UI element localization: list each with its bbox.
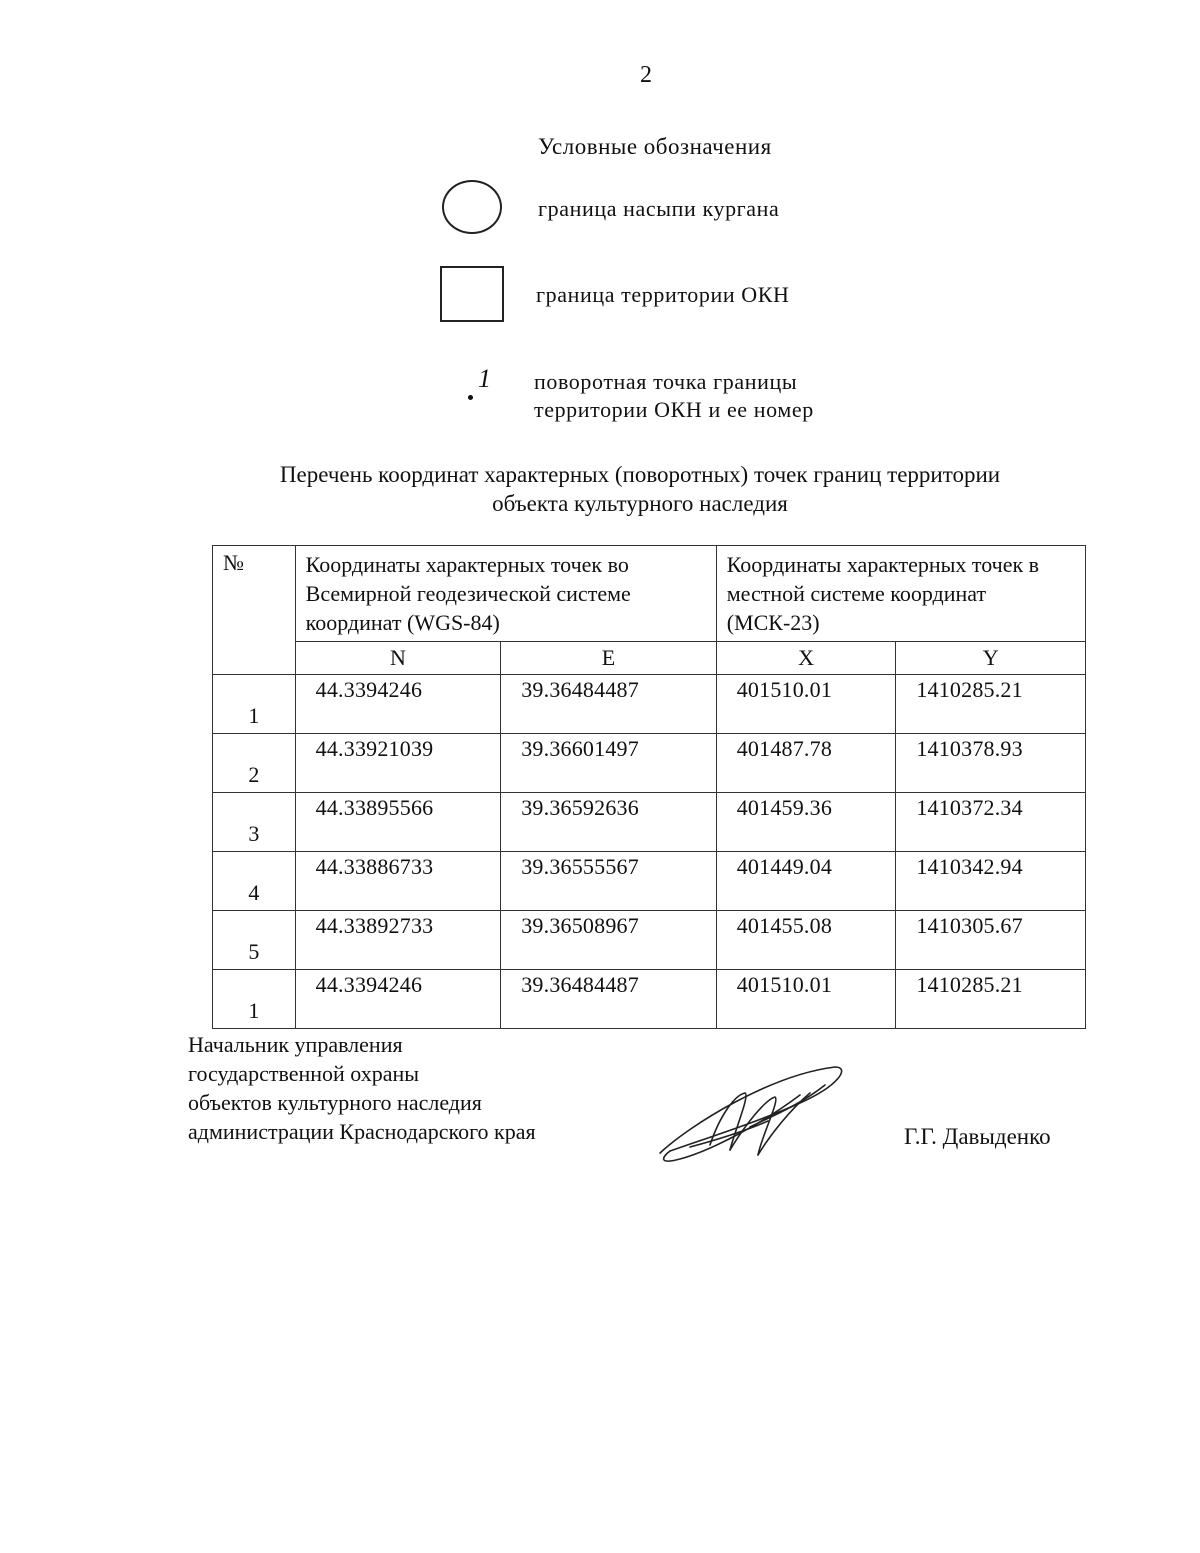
- square-icon: [440, 266, 504, 322]
- cell-x: 401455.08: [716, 911, 896, 970]
- cell-e: 39.36601497: [501, 734, 717, 793]
- cell-number: 1: [213, 970, 296, 1029]
- signer-name: Г.Г. Давыденко: [904, 1124, 1051, 1149]
- signatory-position-line: государственной охраны: [188, 1061, 420, 1086]
- header-wgs84: Координаты характерных точек во Всемирной геодезической системе координат (WGS-84): [295, 546, 716, 642]
- cell-e: 39.36484487: [501, 675, 717, 734]
- table-row: [213, 675, 1086, 734]
- cell-x: 401510.01: [716, 970, 896, 1029]
- page-number: 2: [640, 62, 652, 88]
- table-header-row: [213, 546, 1086, 642]
- header-msk23: Координаты характерных точек в местной системе координат (МСК-23): [716, 546, 1085, 642]
- cell-e: 39.36484487: [501, 970, 717, 1029]
- signatory-position-line: Начальник управления: [188, 1032, 403, 1057]
- cell-n: 44.33892733: [295, 911, 501, 970]
- cell-y: 1410342.94: [896, 852, 1086, 911]
- turning-point-number: 1: [478, 364, 491, 393]
- legend-label-point-line2: территории ОКН и ее номер: [534, 397, 814, 422]
- cell-number: 4: [213, 852, 296, 911]
- cell-x: 401510.01: [716, 675, 896, 734]
- cell-n: 44.33886733: [295, 852, 501, 911]
- legend-label-mound: граница насыпи кургана: [538, 196, 780, 221]
- subheader-y: Y: [896, 642, 1086, 675]
- table-row: [213, 793, 1086, 852]
- cell-e: 39.36592636: [501, 793, 717, 852]
- cell-y: 1410378.93: [896, 734, 1086, 793]
- turning-point-dot: [468, 395, 473, 400]
- legend-label-point-line1: поворотная точка границы: [534, 369, 798, 394]
- cell-n: 44.3394246: [295, 970, 501, 1029]
- document-title-line2: объекта культурного наследия: [492, 491, 788, 516]
- subheader-n: N: [295, 642, 501, 675]
- document-title-line1: Перечень координат характерных (поворотных) точек границ территории: [279, 462, 1001, 487]
- cell-n: 44.33921039: [295, 734, 501, 793]
- cell-e: 39.36508967: [501, 911, 717, 970]
- subheader-e: E: [501, 642, 717, 675]
- coordinates-table: [212, 545, 1086, 1029]
- handwritten-signature: [650, 1055, 850, 1170]
- table-row: [213, 734, 1086, 793]
- cell-y: 1410372.34: [896, 793, 1086, 852]
- signatory-position-line: администрации Краснодарского края: [188, 1119, 536, 1144]
- cell-number: 5: [213, 911, 296, 970]
- subheader-x: X: [716, 642, 896, 675]
- cell-x: 401449.04: [716, 852, 896, 911]
- cell-y: 1410285.21: [896, 675, 1086, 734]
- turning-point-icon: [462, 364, 502, 408]
- legend-label-territory: граница территории ОКН: [536, 282, 790, 307]
- legend-title: Условные обозначения: [538, 134, 772, 159]
- cell-number: 1: [213, 675, 296, 734]
- circle-icon: [442, 180, 502, 234]
- cell-y: 1410305.67: [896, 911, 1086, 970]
- table-row: [213, 911, 1086, 970]
- table-row: [213, 970, 1086, 1029]
- cell-e: 39.36555567: [501, 852, 717, 911]
- table-subheader-row: [213, 642, 1086, 675]
- signatory-position: [188, 1030, 536, 1146]
- cell-x: 401487.78: [716, 734, 896, 793]
- legend-label-point: [534, 368, 814, 424]
- cell-number: 2: [213, 734, 296, 793]
- table-row: [213, 852, 1086, 911]
- cell-n: 44.33895566: [295, 793, 501, 852]
- document-title: [200, 460, 1080, 518]
- cell-y: 1410285.21: [896, 970, 1086, 1029]
- header-number: №: [213, 546, 296, 675]
- cell-number: 3: [213, 793, 296, 852]
- cell-n: 44.3394246: [295, 675, 501, 734]
- cell-x: 401459.36: [716, 793, 896, 852]
- signatory-position-line: объектов культурного наследия: [188, 1090, 482, 1115]
